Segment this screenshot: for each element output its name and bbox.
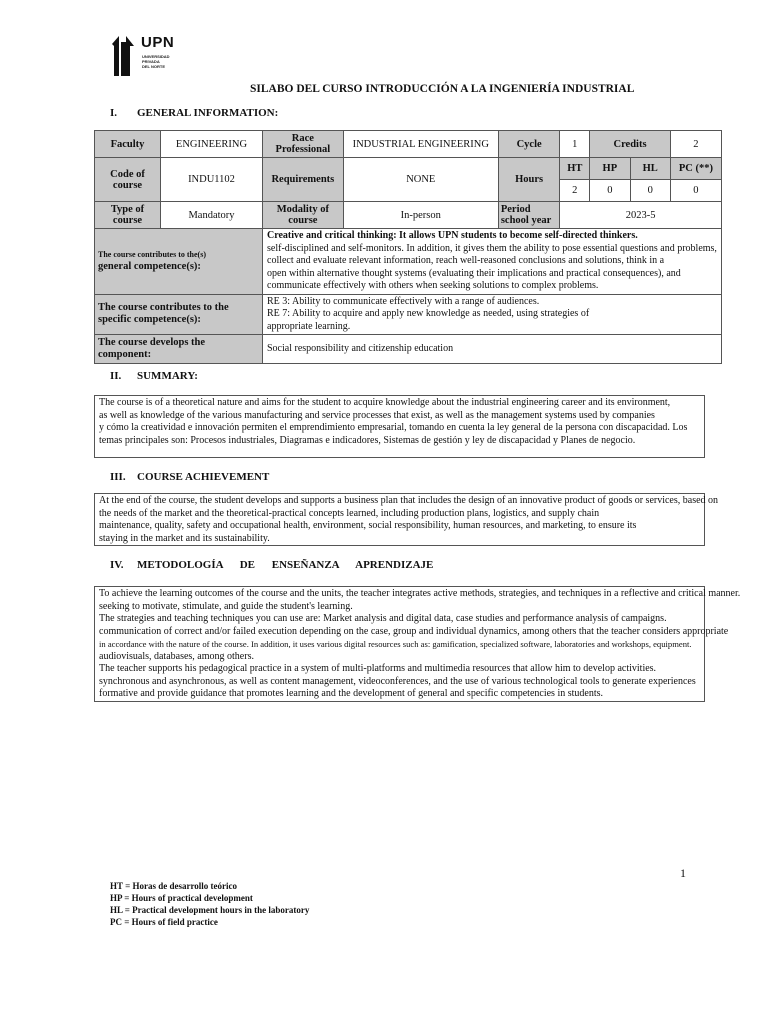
hours-value-hp: 0 xyxy=(590,180,630,202)
type-value: Mandatory xyxy=(161,202,263,229)
period-value: 2023-5 xyxy=(560,202,721,229)
footnote-ht: HT = Horas de desarrollo teórico xyxy=(110,881,238,891)
section-heading-general-information: I. GENERAL INFORMATION: xyxy=(110,107,279,119)
faculty-value: ENGINEERING xyxy=(161,131,263,158)
methodology-line: To achieve the learning outcomes of the course and the units, the teacher integrates active methods, strategies, and techniques in a reflective and critical manner. xyxy=(99,588,741,599)
cycle-value: 1 xyxy=(560,131,590,158)
summary-line: temas principales son: Procesos industriales, Diagramas e indicadores, Sistemas de gestión y ley de discapacidad y Planes de negocio. xyxy=(99,434,636,446)
hours-value-hl: 0 xyxy=(630,180,670,202)
credits-label: Credits xyxy=(590,131,671,158)
hours-col-ht: HT xyxy=(560,158,590,180)
hours-col-hl: HL xyxy=(630,158,670,180)
methodology-line: in accordance with the nature of the course. In addition, it uses various digital resources such as: gamification, specialized software, laboratories and workshops, equipment. xyxy=(99,639,692,649)
summary-box xyxy=(94,395,705,458)
achievement-line: maintenance, quality, safety and occupational health, environment, social responsibility, human resources, and marketing, to ensure its xyxy=(99,520,637,531)
hours-value-pc: 0 xyxy=(670,180,721,202)
hours-col-hp: HP xyxy=(590,158,630,180)
document-title: SILABO DEL CURSO INTRODUCCIÓN A LA INGENIERÍA INDUSTRIAL xyxy=(250,83,635,95)
summary-line: as well as knowledge of the various manufacturing and service processes that exist, as well as the management systems used by companies xyxy=(99,409,655,421)
hours-value-ht: 2 xyxy=(560,180,590,202)
achievement-line: the needs of the market and the theoretical-practical concepts learned, including production plans, logistics, and supply chain xyxy=(99,507,600,519)
achievement-line: staying in the market and its sustainability. xyxy=(99,532,270,544)
methodology-line: The teacher supports his pedagogical practice in a system of multi-platforms and multimedia resources that allow him to develop activities. xyxy=(99,663,657,674)
specific-competence-label: The course contributes to the specific competence(s): xyxy=(95,294,263,335)
methodology-line: The strategies and teaching techniques you can use are: Market analysis and digital data, case studies and performance analysis of campaigns. xyxy=(99,613,667,624)
methodology-line: seeking to motivate, stimulate, and guide the student's learning. xyxy=(99,600,353,612)
specific-competence-text: RE 3: Ability to communicate effectively with a range of audiences. RE 7: Ability to acquire and apply new knowledge as needed, using strategies of appropriate learning. xyxy=(263,294,722,335)
upn-logo xyxy=(110,34,180,76)
general-competence-text: Creative and critical thinking: It allows UPN students to become self-directed thinkers. self-disciplined and self-monitors. In addition, it gives them the ability to pose essential questions and problems, collect and evaluate relevant information, reach well-reasoned conclusions and solutions, think in a open within alternative thought systems (evaluating their implications and practical consequences), and communicate effectively with others when seeking solutions to complex problems. xyxy=(263,229,722,295)
code-label: Code of course xyxy=(95,158,161,202)
methodology-line: audiovisuals, databases, among others. xyxy=(99,650,254,662)
upn-logo-mark xyxy=(110,34,140,76)
modality-value: In-person xyxy=(343,202,498,229)
achievement-line: At the end of the course, the student develops and supports a business plan that includes the design of an innovative product of goods or services, based on xyxy=(99,495,719,506)
hours-col-pc: PC (**) xyxy=(670,158,721,180)
summary-line: The course is of a theoretical nature and aims for the student to acquire knowledge about the industrial engineering career and its environment, xyxy=(99,397,671,408)
faculty-label: Faculty xyxy=(95,131,161,158)
logo-text: UPN xyxy=(141,34,175,51)
general-competence-label: The course contributes to the(s) general competence(s): xyxy=(95,229,263,295)
requirements-value: NONE xyxy=(343,158,498,202)
general-information-table xyxy=(94,130,722,364)
requirements-label: Requirements xyxy=(263,158,344,202)
period-label: Period school year xyxy=(498,202,560,229)
footnotes xyxy=(110,880,309,928)
credits-value: 2 xyxy=(670,131,721,158)
section-heading-summary: II. SUMMARY: xyxy=(110,370,198,382)
code-value: INDU1102 xyxy=(161,158,263,202)
component-value: Social responsibility and citizenship education xyxy=(263,335,722,364)
section-heading-course-achievement: III. COURSE ACHIEVEMENT xyxy=(110,471,270,483)
methodology-box xyxy=(94,586,741,702)
footnote-hl: HL = Practical development hours in the laboratory xyxy=(110,905,310,915)
type-label: Type of course xyxy=(95,202,161,229)
logo-subtext: UNIVERSIDAD PRIVADA DEL NORTE xyxy=(142,54,170,69)
achievement-box xyxy=(94,493,719,546)
section-heading-methodology: IV. METODOLOGÍA DE ENSEÑANZA APRENDIZAJE xyxy=(110,559,434,571)
methodology-line: synchronous and asynchronous, as well as content management, videoconferences, and the use of various technological tools to generate experiences xyxy=(99,675,696,687)
methodology-line: formative and provide guidance that promotes learning and the development of general and specific competencies in students. xyxy=(99,688,603,699)
race-value: INDUSTRIAL ENGINEERING xyxy=(343,131,498,158)
cycle-label: Cycle xyxy=(498,131,560,158)
modality-label: Modality of course xyxy=(263,202,344,229)
page-number: 1 xyxy=(680,866,686,880)
summary-line: y cómo la creatividad e innovación permiten el emprendimiento empresarial, tomando en cuenta la ley general de la persona con discapacidad. Los xyxy=(99,422,688,433)
hours-label: Hours xyxy=(498,158,560,202)
methodology-line: communication of correct and/or failed execution depending on the case, group and individual dynamics, among others that the teacher considers appropriate xyxy=(99,625,729,637)
footnote-pc: PC = Hours of field practice xyxy=(110,917,218,927)
footnote-hp: HP = Hours of practical development xyxy=(110,893,253,903)
race-label: Race Professional xyxy=(263,131,344,158)
component-label: The course develops the component: xyxy=(95,335,263,364)
